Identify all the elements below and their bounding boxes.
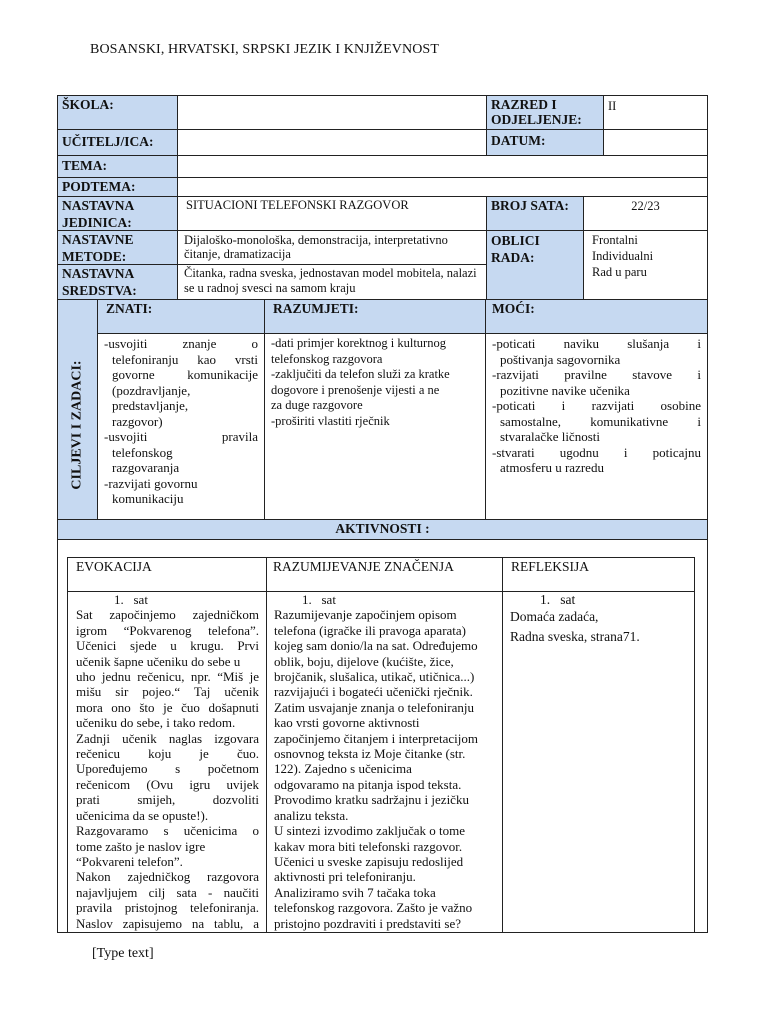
refleksija-line: Radna sveska, strana71.	[510, 629, 640, 644]
razumijevanje-text	[274, 607, 496, 931]
razumijevanje-line: osnovnog teksta iz Moje čitanke (str.	[274, 746, 466, 762]
evokacija-line: Naslov zapisujemo na tablu, a	[76, 915, 259, 931]
znati-item: -usvojiti znanje o	[104, 336, 258, 351]
refleksija-body	[502, 591, 695, 933]
sredstva-value[interactable]: Čitanka, radna sveska, jednostavan model mobitela, nalazi se u radnoj svesci na samom kraju	[177, 264, 487, 300]
evokacija-line: učeniku do sebe, i tako redom.	[76, 715, 236, 731]
razumjeti-item: za duge razgovore	[271, 398, 363, 412]
oblici-value-1: Frontalni	[592, 233, 638, 247]
oblici-label: OBLICI RADA:	[486, 230, 584, 300]
evokacija-header: EVOKACIJA	[67, 557, 267, 592]
razumijevanje-line: Analiziramo svih 7 tačaka toka	[274, 884, 436, 900]
razumijevanje-line: Provodimo kratku sadržajnu i jezičku	[274, 792, 469, 808]
razumijevanje-line: Zatim usvajanje znanja o telefoniranju	[274, 699, 474, 715]
evokacija-line: mišu sir pojeo.“ Taj učenik	[76, 684, 259, 700]
znati-item: razgovaranja	[112, 460, 180, 475]
evokacija-body	[67, 591, 267, 933]
razumijevanje-line: započinjemo čitanjem i interpretacijom	[274, 730, 478, 746]
skola-label: ŠKOLA:	[57, 95, 178, 155]
aktivnosti-title: AKTIVNOSTI :	[57, 519, 708, 540]
refleksija-text	[510, 607, 688, 647]
ucitelj-label: UČITELJ/ICA:	[57, 129, 178, 156]
oblici-value-2: Individualni	[592, 249, 654, 263]
evokacija-line: Nakon zajedničkog razgovora	[76, 869, 259, 885]
znati-item: predstavljanje,	[112, 398, 189, 413]
skola-field[interactable]	[177, 95, 487, 130]
razumijevanje-line: brojčanik, slušalica, utikač, utičnica...)	[274, 669, 475, 685]
razumijevanje-line: kojeg sam donio/la na sat. Određujemo	[274, 638, 478, 654]
razumijevanje-line: kao vrsti govorne aktivnosti	[274, 715, 420, 731]
razumjeti-item: telefonskog razgovora	[271, 351, 383, 366]
znati-label: ZNATI:	[97, 299, 265, 334]
footer-text: [Type text]	[92, 946, 154, 961]
ciljevi-side	[57, 299, 98, 520]
evokacija-line: tome zašto je naslov igre	[76, 838, 206, 854]
razumjeti-item: -proširiti vlastiti rječnik	[271, 413, 390, 428]
razumijevanje-line: analizu teksta.	[274, 807, 349, 823]
evokacija-text	[76, 607, 259, 931]
razumijevanje-line: razvijajući i bogateći učenički rječnik.	[274, 684, 473, 700]
razumijevanje-line: oblik, boju, dijelove (kućište, žice,	[274, 653, 454, 669]
datum-field[interactable]	[603, 129, 708, 156]
znati-item: -razvijati govornu	[104, 475, 198, 491]
ciljevi-label: CILJEVI I ZADACI:	[69, 359, 85, 490]
razumijevanje-line: telefona (igračke ili pravoga aparata)	[274, 622, 466, 638]
znati-item: komunikaciju	[112, 491, 184, 506]
datum-label: DATUM:	[486, 129, 604, 156]
evokacija-line: najavljujem cilj sata - naučiti	[76, 884, 259, 900]
evokacija-line: učenicima da se opuste!).	[76, 807, 209, 823]
oblici-value-3: Rad u paru	[592, 265, 647, 279]
refleksija-header: REFLEKSIJA	[502, 557, 695, 592]
razumijevanje-line: odgovaramo na pitanja ispod teksta.	[274, 776, 462, 792]
refleksija-sat: 1. sat	[540, 592, 576, 607]
jedinica-label: NASTAVNA JEDINICA:	[57, 196, 178, 231]
evokacija-line: pravila pristojnog telefoniranja.	[76, 900, 259, 916]
evokacija-sat: 1. sat	[114, 592, 148, 607]
znati-item: (pozdravljanje,	[112, 382, 191, 398]
znati-item: govorne komunikacije	[112, 367, 258, 382]
moci-item: poštivanja sagovornika	[500, 351, 621, 367]
znati-item: telefoniranju kao vrsti	[112, 351, 258, 367]
evokacija-line: Učenici sjede u krugu. Prvi	[76, 638, 259, 654]
moci-item: -poticati naviku slušanja i	[492, 336, 701, 351]
razumjeti-item: -zaključiti da telefon služi za kratke	[271, 367, 450, 381]
znati-list	[97, 333, 265, 520]
evokacija-line: Sat započinjemo zajedničkom	[76, 607, 259, 623]
evokacija-line: Zadnji učenik naglas izgovara	[76, 730, 259, 746]
sredstva-label: NASTAVNA SREDSTVA:	[57, 264, 178, 300]
jedinica-value[interactable]: SITUACIONI TELEFONSKI RAZGOVOR	[177, 196, 487, 231]
moci-item: pozitivne navike učenika	[500, 382, 630, 398]
razumjeti-list	[264, 333, 486, 520]
tema-label: TEMA:	[57, 155, 178, 178]
razumijevanje-line: Razumijevanje započinjem opisom	[274, 607, 457, 623]
oblici-value[interactable]	[583, 230, 708, 300]
razred-label: RAZRED I ODJELJENJE:	[486, 95, 604, 130]
razumijevanje-line: U sintezi izvodimo zaključak o tome	[274, 823, 465, 839]
razumijevanje-line: Učenici u sveske zapisuju redoslijed	[274, 853, 464, 869]
evokacija-line: učenik šapne učeniku do sebe u	[76, 653, 241, 669]
razumijevanje-line: 122). Zajedno s učenicima	[274, 761, 412, 777]
znati-item: razgovor)	[112, 413, 163, 429]
metode-value[interactable]: Dijaloško-monološka, demonstracija, interpretativno čitanje, dramatizacija	[177, 230, 487, 265]
metode-label: NASTAVNE METODE:	[57, 230, 178, 265]
evokacija-line: rečenicom (Ovu igru uvijek	[76, 776, 259, 792]
evokacija-line: Upoređujemo s početnom	[76, 761, 259, 777]
tema-field[interactable]	[177, 155, 708, 178]
podtema-label: PODTEMA:	[57, 177, 178, 197]
moci-item: samostalne, komunikativne i	[500, 413, 701, 429]
podtema-field[interactable]	[177, 177, 708, 197]
razred-value[interactable]: II	[603, 95, 708, 130]
znati-item: -usvojiti pravila	[104, 429, 258, 444]
moci-list	[485, 333, 708, 520]
razumjeti-item: dogovore i prenošenje vijesti a ne	[271, 382, 440, 397]
razumijevanje-line: telefonskog razgovora. Zašto je važno	[274, 900, 473, 916]
razumjeti-item: -dati primjer korektnog i kulturnog	[271, 336, 446, 350]
broj-sata-value[interactable]: 22/23	[583, 196, 708, 231]
refleksija-line: Domaća zadaća,	[510, 609, 599, 624]
evokacija-line: igrom “Pokvarenog telefona”.	[76, 622, 259, 638]
razumijevanje-body	[266, 591, 503, 933]
broj-sata-label: BROJ SATA:	[486, 196, 584, 231]
moci-item: -stvarati ugodnu i poticajnu	[492, 444, 701, 460]
moci-item: atmosferu u razredu	[500, 460, 604, 475]
evokacija-line: prati smijeh, dozvoliti	[76, 792, 259, 808]
evokacija-line: uho jednu rečenicu, npr. “Miš je	[76, 669, 259, 685]
ucitelj-field[interactable]	[177, 129, 487, 156]
znati-item: telefonskog	[112, 444, 173, 460]
razumijevanje-line: kakav mora biti telefonski razgovor.	[274, 838, 463, 854]
moci-item: -razvijati pravilne stavove i	[492, 367, 701, 382]
moci-item: -poticati i razvijati osobine	[492, 398, 701, 413]
document-title: BOSANSKI, HRVATSKI, SRPSKI JEZIK I KNJIŽEVNOST	[90, 42, 439, 57]
evokacija-line: mora ono što je čuo došapnuti	[76, 699, 259, 715]
evokacija-line: “Pokvareni telefon”.	[76, 853, 183, 869]
razumijevanje-header: RAZUMIJEVANJE ZNAČENJA	[266, 557, 503, 592]
moci-label: MOĆI:	[485, 299, 708, 334]
razumijevanje-line: pristojno pozdraviti i predstaviti se?	[274, 915, 462, 931]
razumijevanje-line: aktivnosti pri telefoniranju.	[274, 869, 416, 885]
moci-item: stvaralačke ličnosti	[500, 429, 600, 444]
ciljevi-label-wrap	[58, 300, 97, 519]
razumijevanje-sat: 1. sat	[302, 592, 336, 607]
razumjeti-label: RAZUMJETI:	[264, 299, 486, 334]
evokacija-line: rečenicu koju je čuo.	[76, 746, 259, 762]
evokacija-line: Razgovaramo s učenicima o	[76, 823, 259, 839]
